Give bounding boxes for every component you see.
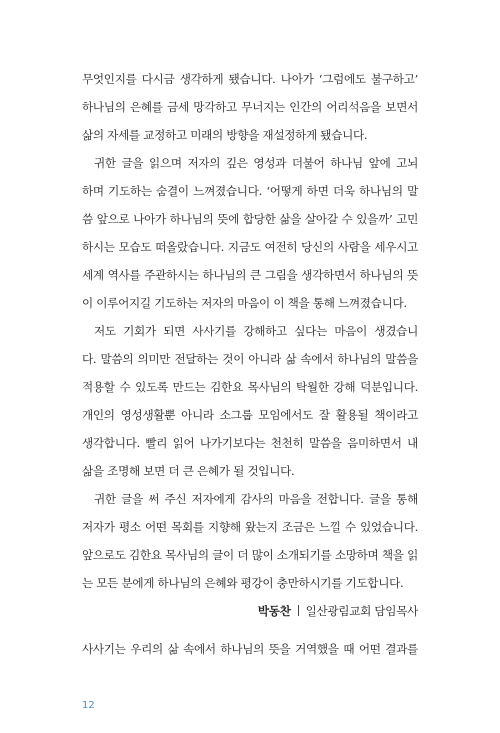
paragraph-1-line-3: 삶의 자세를 교정하고 미래의 방향을 재설정하게 됐습니다.: [82, 128, 368, 142]
paragraph-3-line-4: 개인의 영성생활뿐 아니라 소그룹 모임에서도 잘 활용될 책이라고: [82, 408, 418, 422]
signature-divider: [298, 605, 299, 616]
signature-name: 박동찬: [257, 604, 291, 618]
paragraph-1-line-2: 하나님의 은혜를 금세 망각하고 무너지는 인간의 어리석음을 보면서: [82, 100, 418, 114]
signature-title: 일산광림교회 담임목사: [305, 604, 418, 618]
paragraph-2-line-6: 이 이루어지길 기도하는 저자의 마음이 이 책을 통해 느껴졌습니다.: [82, 296, 407, 310]
paragraph-4-line-1: 귀한 글을 써 주신 저자에게 감사의 마음을 전합니다. 글을 통해: [94, 492, 418, 506]
paragraph-2-line-3: 씀 앞으로 나아가 하나님의 뜻에 합당한 삶을 살아갈 수 있을까’ 고민: [82, 212, 418, 226]
paragraph-3-line-1: 저도 기회가 되면 사사기를 강해하고 싶다는 마음이 생겼습니: [94, 324, 418, 338]
paragraph-2-line-5: 세계 역사를 주관하시는 하나님의 큰 그림을 생각하면서 하나님의 뜻: [82, 268, 418, 282]
page-number: 12: [82, 700, 95, 711]
paragraph-1-line-1: 무엇인지를 다시금 생각하게 됐습니다. 나아가 ‘그럼에도 불구하고’: [82, 72, 418, 86]
paragraph-2-line-2: 하며 기도하는 숨결이 느껴졌습니다. ‘어떻게 하면 더욱 하나님의 말: [82, 184, 418, 198]
paragraph-4-line-2: 저자가 평소 어떤 목회를 지향해 왔는지 조금은 느낄 수 있었습니다.: [82, 520, 418, 534]
signature: [258, 604, 418, 618]
paragraph-3-line-3: 적용할 수 있도록 만드는 김한요 목사님의 탁월한 강해 덕분입니다.: [82, 380, 418, 394]
paragraph-2-line-4: 하시는 모습도 떠올랐습니다. 지금도 여전히 당신의 사람을 세우시고: [82, 240, 418, 254]
paragraph-4-line-3: 앞으로도 김한요 목사님의 글이 더 많이 소개되기를 소망하며 책을 읽: [82, 548, 418, 562]
paragraph-2-line-1: 귀한 글을 읽으며 저자의 깊은 영성과 더불어 하나님 앞에 고뇌: [94, 156, 418, 170]
paragraph-3-line-5: 생각합니다. 빨리 읽어 나가기보다는 천천히 말씀을 음미하면서 내: [82, 436, 418, 450]
paragraph-4-line-4: 는 모든 분에게 하나님의 은혜와 평강이 충만하시기를 기도합니다.: [82, 576, 404, 590]
paragraph-3-line-2: 다. 말씀의 의미만 전달하는 것이 아니라 삶 속에서 하나님의 말씀을: [82, 352, 418, 366]
paragraph-3-line-6: 삶을 조명해 보면 더 큰 은혜가 될 것입니다.: [82, 464, 295, 478]
next-section-line-1: 사사기는 우리의 삶 속에서 하나님의 뜻을 거역했을 때 어떤 결과를: [82, 642, 418, 656]
